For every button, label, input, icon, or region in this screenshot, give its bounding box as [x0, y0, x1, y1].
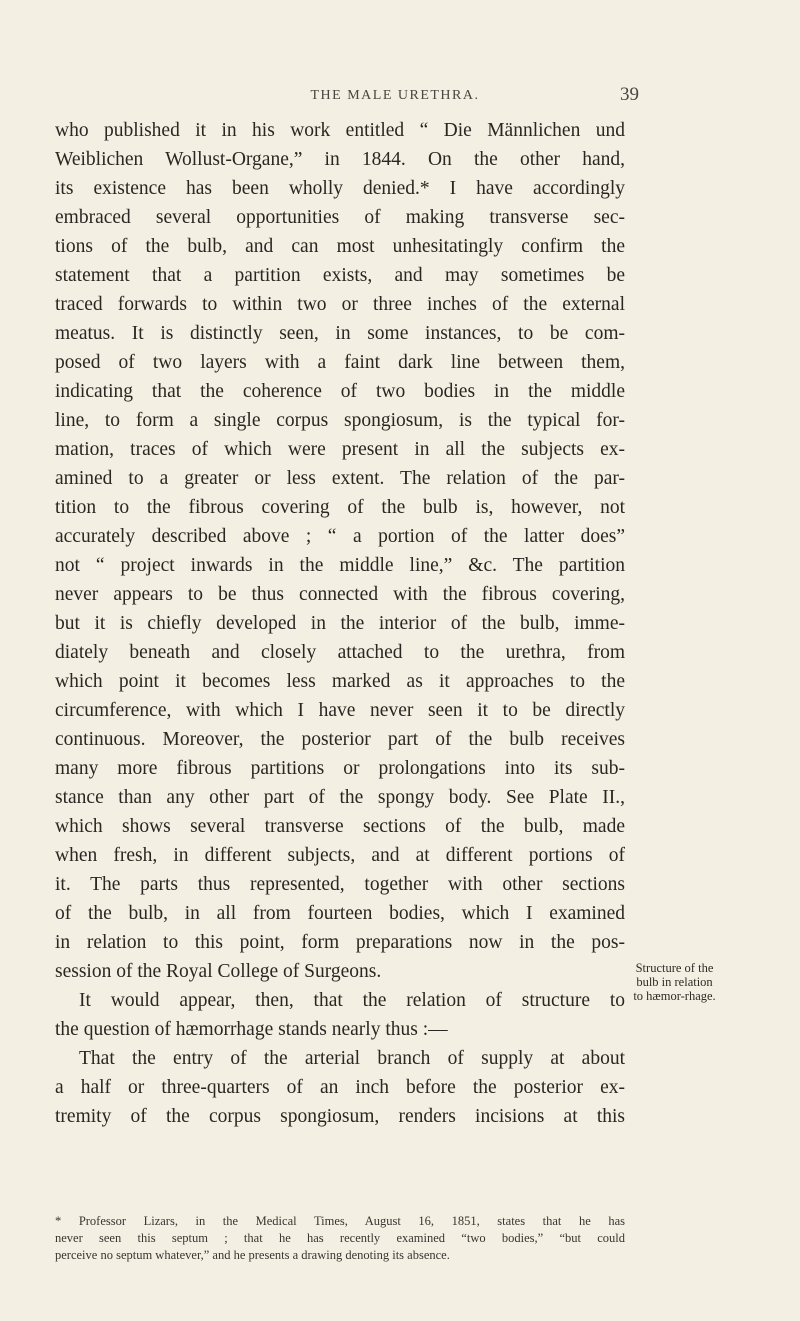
- text-line: Weiblichen Wollust-Organe,” in 1844. On the other hand,: [55, 149, 625, 170]
- text-line: embraced several opportunities of making transverse sec-: [55, 207, 625, 228]
- text-line: its existence has been wholly denied.* I have accordingly: [55, 178, 625, 199]
- text-line: when fresh, in different subjects, and at different portions of: [55, 845, 625, 866]
- text-line: which point it becomes less marked as it approaches to the: [55, 671, 625, 692]
- text-line: traced forwards to within two or three inches of the external: [55, 294, 625, 315]
- text-line: accurately described above ; “ a portion of the latter does”: [55, 526, 625, 547]
- footnote-line: * Professor Lizars, in the Medical Times, August 16, 1851, states that he has: [55, 1214, 625, 1228]
- text-line: statement that a partition exists, and may sometimes be: [55, 265, 625, 286]
- text-line: but it is chiefly developed in the interior of the bulb, imme-: [55, 613, 625, 634]
- text-line: meatus. It is distinctly seen, in some instances, to be com-: [55, 323, 625, 344]
- footnote-line: perceive no septum whatever,” and he presents a drawing denoting its absence.: [55, 1248, 450, 1262]
- text-line: who published it in his work entitled “ Die Männlichen und: [55, 120, 625, 141]
- page-number: 39: [620, 84, 639, 105]
- text-line: continuous. Moreover, the posterior part of the bulb receives: [55, 729, 625, 750]
- text-line: a half or three-quarters of an inch before the posterior ex-: [55, 1077, 625, 1098]
- text-line: posed of two layers with a faint dark line between them,: [55, 352, 625, 373]
- text-line: not “ project inwards in the middle line,” &c. The partition: [55, 555, 625, 576]
- text-line: circumference, with which I have never seen it to be directly: [55, 700, 625, 721]
- text-line: in relation to this point, form preparations now in the pos-: [55, 932, 625, 953]
- text-line: never appears to be thus connected with the fibrous covering,: [55, 584, 625, 605]
- marginal-note: Structure of the bulb in relation to hæmor-rhage.: [633, 961, 716, 1003]
- footnote: [55, 1213, 625, 1264]
- paragraph-2: [55, 986, 625, 1131]
- text-line: indicating that the coherence of two bodies in the middle: [55, 381, 625, 402]
- text-line: it. The parts thus represented, together with other sections: [55, 874, 625, 895]
- text-line: of the bulb, in all from fourteen bodies, which I examined: [55, 903, 625, 924]
- text-line: That the entry of the arterial branch of supply at about: [79, 1048, 625, 1069]
- text-line: mation, traces of which were present in all the subjects ex-: [55, 439, 625, 460]
- text-line: diately beneath and closely attached to the urethra, from: [55, 642, 625, 663]
- running-title: THE MALE URETHRA.: [310, 88, 480, 103]
- text-line: line, to form a single corpus spongiosum, is the typical for-: [55, 410, 625, 431]
- paragraph-1: [55, 116, 625, 986]
- text-line: stance than any other part of the spongy body. See Plate II.,: [55, 787, 625, 808]
- main-text: [55, 116, 625, 1131]
- text-line: tremity of the corpus spongiosum, renders incisions at this: [55, 1106, 625, 1127]
- text-line: It would appear, then, that the relation of structure to: [79, 990, 625, 1011]
- text-line: tions of the bulb, and can most unhesitatingly confirm the: [55, 236, 625, 257]
- text-line: session of the Royal College of Surgeons.: [55, 961, 382, 982]
- text-line: the question of hæmorrhage stands nearly thus :—: [55, 1019, 448, 1040]
- text-line: amined to a greater or less extent. The relation of the par-: [55, 468, 625, 489]
- text-line: many more fibrous partitions or prolongations into its sub-: [55, 758, 625, 779]
- text-line: which shows several transverse sections of the bulb, made: [55, 816, 625, 837]
- text-line: tition to the fibrous covering of the bulb is, however, not: [55, 497, 625, 518]
- footnote-line: never seen this septum ; that he has recently examined “two bodies,” “but could: [55, 1231, 625, 1245]
